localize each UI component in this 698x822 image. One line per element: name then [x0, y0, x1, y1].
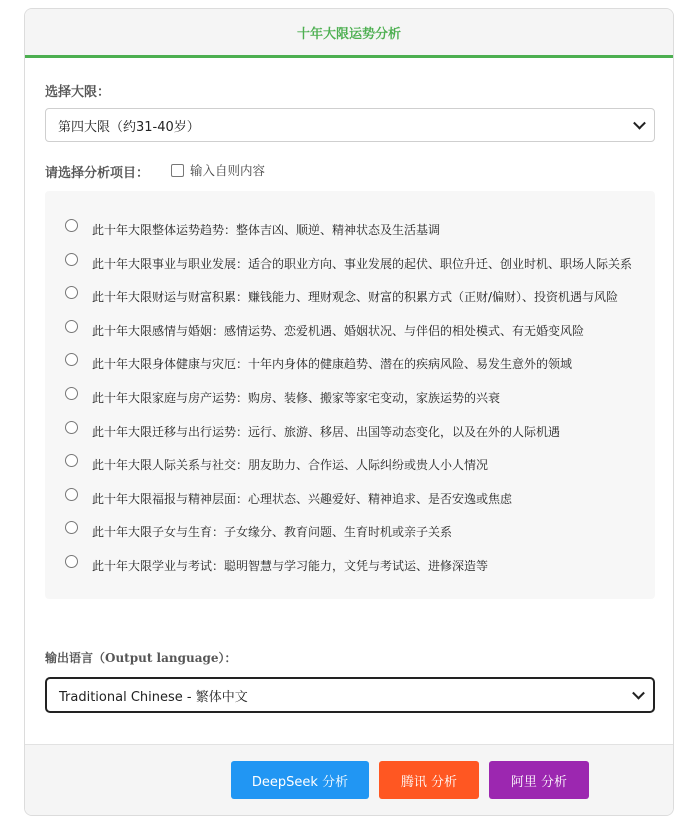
radio-button[interactable] [65, 219, 78, 232]
output-language-select[interactable] [45, 677, 655, 713]
radio-button[interactable] [65, 253, 78, 266]
radio-button[interactable] [65, 521, 78, 534]
radio-button[interactable] [65, 454, 78, 467]
radio-button[interactable] [65, 353, 78, 366]
analysis-label: 请选择分析项目： [45, 166, 150, 181]
option-label: 此十年大限整体运势趋势：整体吉凶、顺逆、精神状态及生活基调 [92, 223, 441, 237]
analysis-option[interactable] [65, 288, 618, 305]
output-language-label: 输出语言（Output language）： [45, 651, 237, 665]
option-label: 此十年大限学业与考试：聪明智慧与学习能力，文凭与考试运、进修深造等 [92, 559, 489, 573]
analysis-option[interactable] [65, 490, 512, 507]
option-label: 此十年大限事业与职业发展：适合的职业方向、事业发展的起伏、职位升迁、创业时机、职场人际关系 [92, 257, 633, 271]
chevron-down-icon [632, 687, 645, 700]
output-language-value: Traditional Chinese - 繁体中文 [59, 689, 248, 705]
card-header [25, 9, 673, 58]
option-label: 此十年大限子女与生育：子女缘分、教育问题、生育时机或亲子关系 [92, 525, 453, 539]
option-label: 此十年大限感情与婚姻：感情运势、恋爱机遇、婚姻状况、与伴侣的相处模式、有无婚变风险 [92, 324, 585, 338]
option-label: 此十年大限身体健康与灾厄：十年内身体的健康趋势、潜在的疾病风险、易发生意外的领域 [92, 357, 573, 371]
chevron-down-icon [633, 117, 646, 130]
analysis-option[interactable] [65, 423, 560, 440]
radio-button[interactable] [65, 555, 78, 568]
ali-analyze-button[interactable]: 阿里 分析 [489, 761, 589, 799]
page-title: 十年大限运势分析 [296, 26, 401, 42]
period-select[interactable] [45, 108, 655, 142]
deepseek-analyze-button[interactable]: DeepSeek 分析 [231, 761, 369, 799]
radio-button[interactable] [65, 387, 78, 400]
option-label: 此十年大限迁移与出行运势：远行、旅游、移居、出国等动态变化，以及在外的人际机遇 [92, 425, 561, 439]
custom-content-label: 输入自则内容 [190, 163, 266, 178]
radio-button[interactable] [65, 320, 78, 333]
analysis-option[interactable] [65, 456, 488, 473]
analysis-option[interactable] [65, 389, 500, 406]
analysis-option[interactable] [65, 221, 440, 238]
analysis-option[interactable] [65, 557, 488, 574]
custom-content-checkbox[interactable] [171, 164, 184, 177]
period-label: 选择大限： [45, 85, 111, 100]
tencent-analyze-button[interactable]: 腾讯 分析 [379, 761, 479, 799]
analysis-options [45, 191, 655, 599]
option-label: 此十年大限福报与精神层面：心理状态、兴趣爱好、精神追求、是否安逸或焦虑 [92, 492, 513, 506]
analysis-option[interactable] [65, 255, 632, 272]
radio-button[interactable] [65, 488, 78, 501]
analysis-option[interactable] [65, 355, 572, 372]
analysis-option[interactable] [65, 322, 584, 339]
analysis-option[interactable] [65, 523, 452, 540]
period-select-value: 第四大限（约31-40岁） [58, 119, 200, 135]
action-footer [25, 744, 673, 815]
option-label: 此十年大限人际关系与社交：朋友助力、合作运、人际纠纷或贵人小人情况 [92, 458, 489, 472]
radio-button[interactable] [65, 286, 78, 299]
analysis-card [24, 8, 674, 816]
radio-button[interactable] [65, 421, 78, 434]
option-label: 此十年大限家庭与房产运势：购房、装修、搬家等家宅变动，家族运势的兴衰 [92, 391, 501, 405]
option-label: 此十年大限财运与财富积累：赚钱能力、理财观念、财富的积累方式（正财/偏财）、投资机遇与风险 [92, 290, 619, 304]
custom-content-toggle[interactable] [171, 161, 265, 179]
